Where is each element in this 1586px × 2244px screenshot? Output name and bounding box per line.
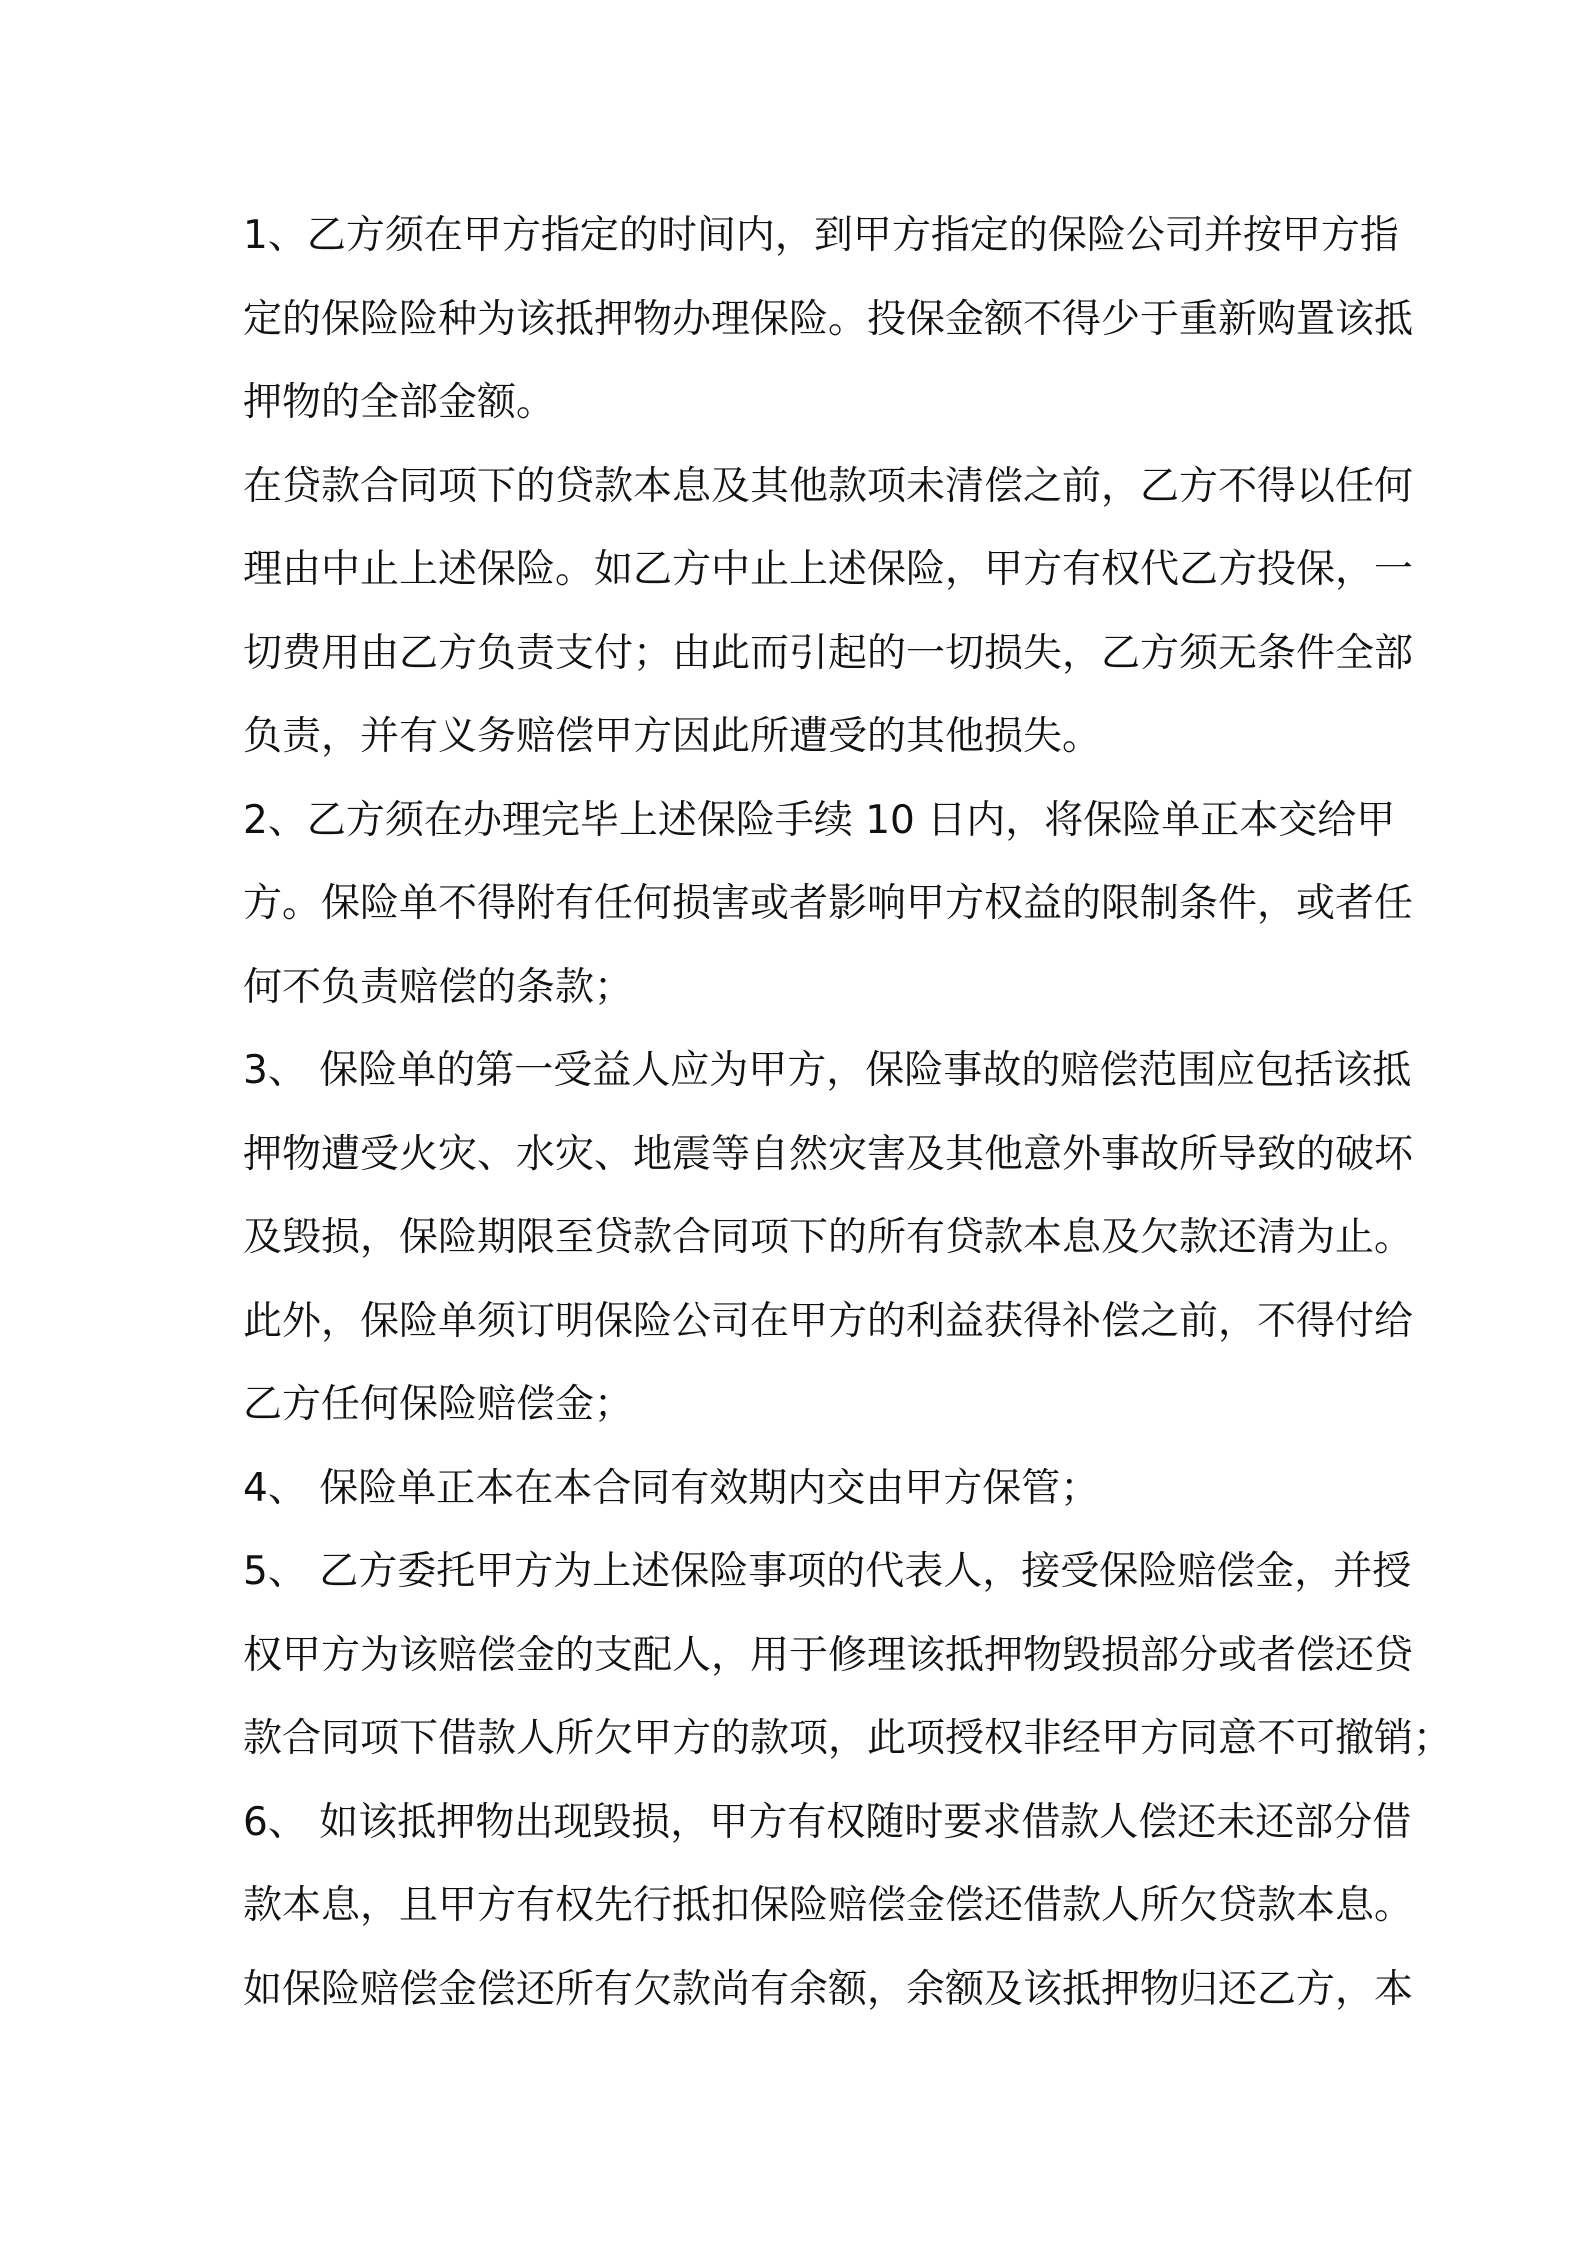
text-line: 款合同项下借款人所欠甲方的款项，此项授权非经甲方同意不可撤销； [243,1716,1453,1761]
text-line: 负责，并有义务赔偿甲方因此所遭受的其他损失。 [243,714,1102,759]
text-line: 1、乙方须在甲方指定的时间内，到甲方指定的保险公司并按甲方指 [243,213,1399,258]
text-line: 如保险赔偿金偿还所有欠款尚有余额，余额及该抵押物归还乙方，本 [243,1966,1414,2012]
text-line: 款本息，且甲方有权先行抵扣保险赔偿金偿还借款人所欠贷款本息。 [243,1883,1414,1928]
text-line: 及毁损，保险期限至贷款合同项下的所有贷款本息及欠款还清为止。 [243,1215,1414,1260]
text-line: 2、乙方须在办理完毕上述保险手续 10 日内，将保险单正本交给甲 [243,797,1396,843]
text-line: 6、 如该抵押物出现毁损，甲方有权随时要求借款人偿还未还部分借 [243,1799,1412,1845]
text-line: 押物遭受火灾、水灾、地震等自然灾害及其他意外事故所导致的破坏 [243,1131,1414,1177]
text-line: 何不负责赔偿的条款； [243,964,634,1010]
text-line: 此外，保险单须订明保险公司在甲方的利益获得补偿之前，不得付给 [243,1298,1414,1344]
text-line: 5、 乙方委托甲方为上述保险事项的代表人，接受保险赔偿金，并授 [243,1549,1412,1594]
text-line: 切费用由乙方负责支付；由此而引起的一切损失，乙方须无条件全部 [243,630,1414,676]
text-line: 在贷款合同项下的贷款本息及其他款项未清偿之前，乙方不得以任何 [243,463,1414,509]
text-line: 3、 保险单的第一受益人应为甲方，保险事故的赔偿范围应包括该抵 [243,1048,1412,1093]
text-line: 权甲方为该赔偿金的支配人，用于修理该抵押物毁损部分或者偿还贷 [243,1632,1414,1678]
document-body [243,194,1453,2031]
text-line: 方。保险单不得附有任何损害或者影响甲方权益的限制条件，或者任 [243,881,1414,926]
text-line: 押物的全部金额。 [243,380,556,425]
text-line: 理由中止上述保险。如乙方中止上述保险，甲方有权代乙方投保，一 [243,547,1414,592]
text-line: 定的保险险种为该抵押物办理保险。投保金额不得少于重新购置该抵 [243,296,1414,342]
text-line: 4、 保险单正本在本合同有效期内交由甲方保管； [243,1465,1100,1511]
text-line: 乙方任何保险赔偿金； [243,1382,634,1427]
